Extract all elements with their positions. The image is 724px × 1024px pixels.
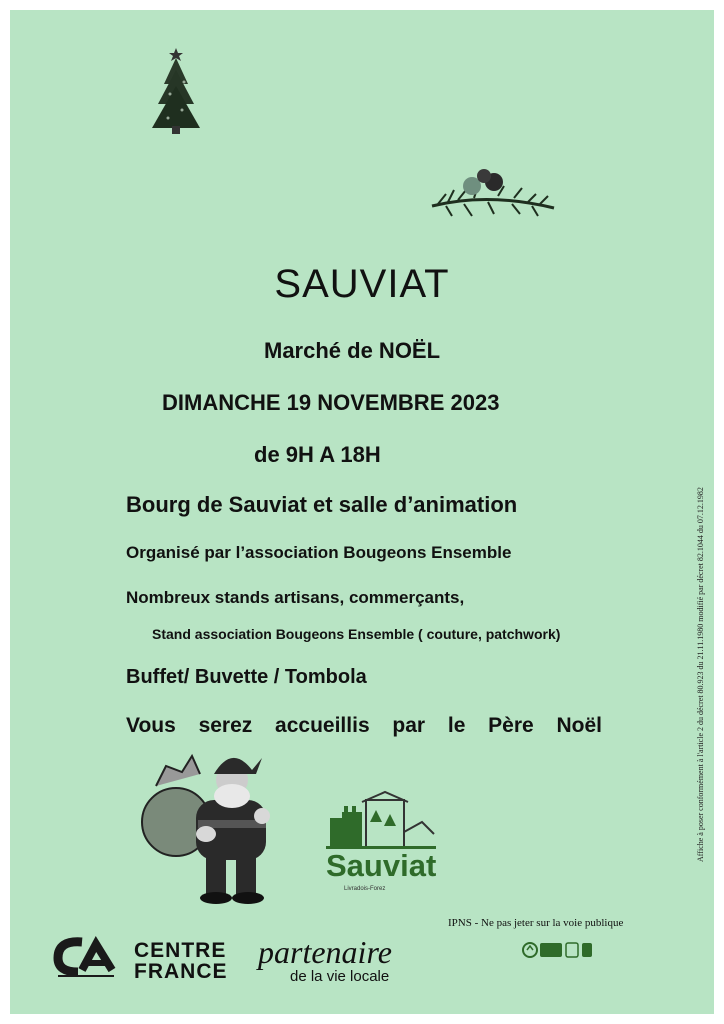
event-location: Bourg de Sauviat et salle d’animation: [126, 492, 518, 517]
event-date: DIMANCHE 19 NOVEMBRE 2023: [162, 390, 500, 415]
sauviat-logo-text: Sauviat: [326, 848, 437, 883]
pine-branch-ornaments-icon: [428, 166, 558, 222]
christmas-tree-icon: [148, 44, 204, 136]
centre-france-brand: [134, 940, 228, 982]
event-organizer: Organisé par l’association Bougeons Ensemble: [126, 543, 512, 562]
sauviat-village-logo-icon: [326, 792, 436, 850]
event-buffet: Buffet/ Buvette / Tombola: [126, 666, 367, 688]
ipns-notice: IPNS - Ne pas jeter sur la voie publique: [448, 917, 624, 929]
sauviat-logo-region: Livradois-Forez: [344, 886, 386, 892]
legal-notice: Affiche à poser conformément à l'article 2 du décret 80.923 du 21.11.1980 modifié par décret 82.1044 du 07.12.1982: [696, 487, 705, 862]
association-stand: Stand association Bougeons Ensemble ( couture, patchwork): [152, 626, 561, 642]
event-subtitle: Marché de NOËL: [264, 338, 441, 363]
centre-france-line2: FRANCE: [134, 960, 228, 983]
event-welcome: Vous serez accueillis par le Père Noël: [126, 714, 602, 737]
event-stands: Nombreux stands artisans, commerçants,: [126, 588, 465, 607]
santa-claus-icon: [136, 750, 286, 908]
sponsor-script-tagline: partenaire: [258, 934, 392, 970]
sponsor-tagline: de la vie locale: [290, 968, 390, 985]
event-hours: de 9H A 18H: [254, 442, 381, 467]
centre-france-line1: CENTRE: [134, 939, 227, 962]
poster-title: SAUVIAT: [274, 262, 450, 306]
recycling-logos-icon: [522, 940, 594, 960]
credit-agricole-logo-icon: [52, 936, 118, 978]
